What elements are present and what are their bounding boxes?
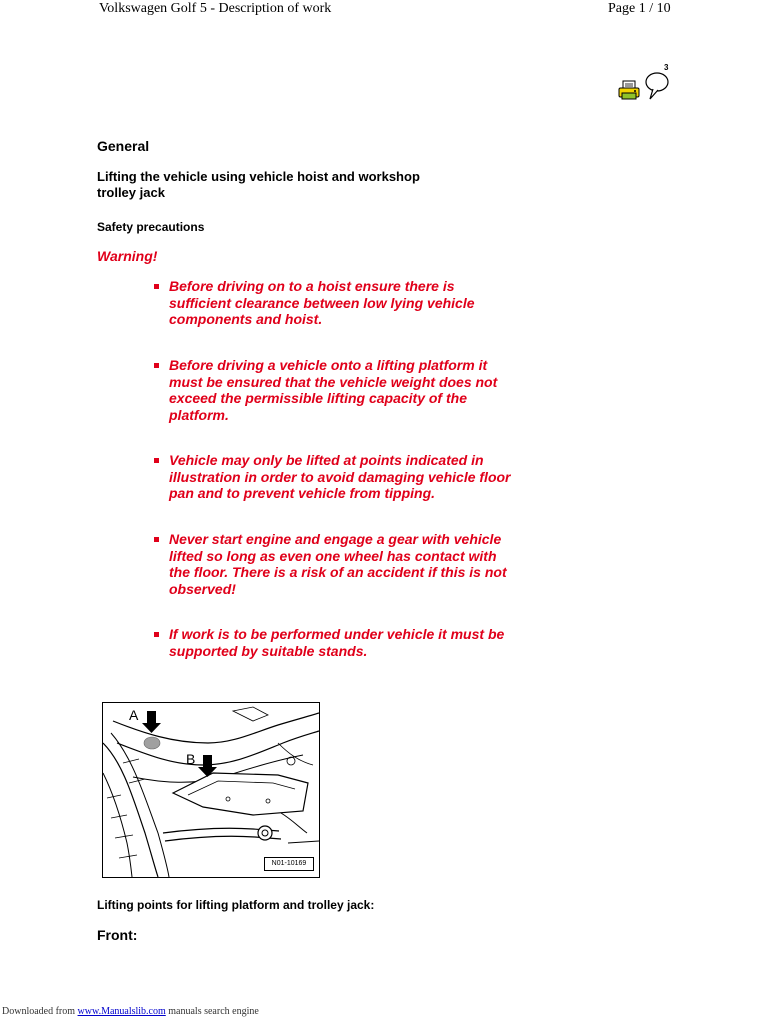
figure-label-b: B — [186, 751, 196, 767]
safety-heading: Safety precautions — [97, 220, 205, 234]
figure-caption: Lifting points for lifting platform and trolley jack: — [97, 898, 375, 912]
figure-code: N01-10169 — [264, 857, 314, 871]
section-heading: General — [97, 138, 150, 154]
comment-count: 3 — [664, 63, 669, 72]
document-title: Volkswagen Golf 5 - Description of work — [99, 1, 332, 16]
footer-link[interactable]: www.Manualslib.com — [77, 1006, 166, 1017]
warning-text: If work is to be performed under vehicle it must be supported by suitable stands. — [169, 626, 505, 659]
warning-text: Before driving a vehicle onto a lifting platform it must be ensured that the vehicle weight does not exceed the permissible lifting capacity of the platform. — [169, 357, 498, 423]
warning-item — [152, 278, 512, 328]
footer-suffix: manuals search engine — [165, 1006, 259, 1017]
vehicle-underbody-drawing — [103, 703, 319, 877]
bullet-icon — [154, 363, 159, 368]
footer-prefix: Downloaded from — [2, 1006, 78, 1017]
comment-bubble-icon[interactable] — [644, 69, 670, 103]
warning-text: Before driving on to a hoist ensure there is sufficient clearance between low lying vehicle components and hoist. — [169, 278, 475, 327]
bullet-icon — [154, 284, 159, 289]
toolbar — [618, 63, 674, 105]
front-heading: Front: — [97, 927, 138, 943]
footer — [2, 1006, 259, 1017]
bullet-icon — [154, 458, 159, 463]
warning-text: Never start engine and engage a gear with vehicle lifted so long as even one wheel has contact with the floor. There is a risk of an accident if this is not observed! — [169, 531, 507, 597]
bullet-icon — [154, 537, 159, 542]
sub-heading: Lifting the vehicle using vehicle hoist and workshop trolley jack — [97, 169, 420, 200]
warning-label: Warning! — [97, 248, 158, 264]
warning-item — [152, 357, 512, 423]
print-icon[interactable] — [618, 79, 640, 101]
warning-item — [152, 452, 512, 502]
warning-item — [152, 531, 512, 597]
page-indicator: Page 1 / 10 — [608, 1, 671, 16]
warning-text: Vehicle may only be lifted at points indicated in illustration in order to avoid damaging vehicle floor pan and to prevent vehicle from tipping. — [169, 452, 511, 501]
lifting-points-illustration — [102, 702, 320, 878]
bullet-icon — [154, 632, 159, 637]
warning-item — [152, 626, 512, 659]
figure-label-a: A — [129, 707, 139, 723]
